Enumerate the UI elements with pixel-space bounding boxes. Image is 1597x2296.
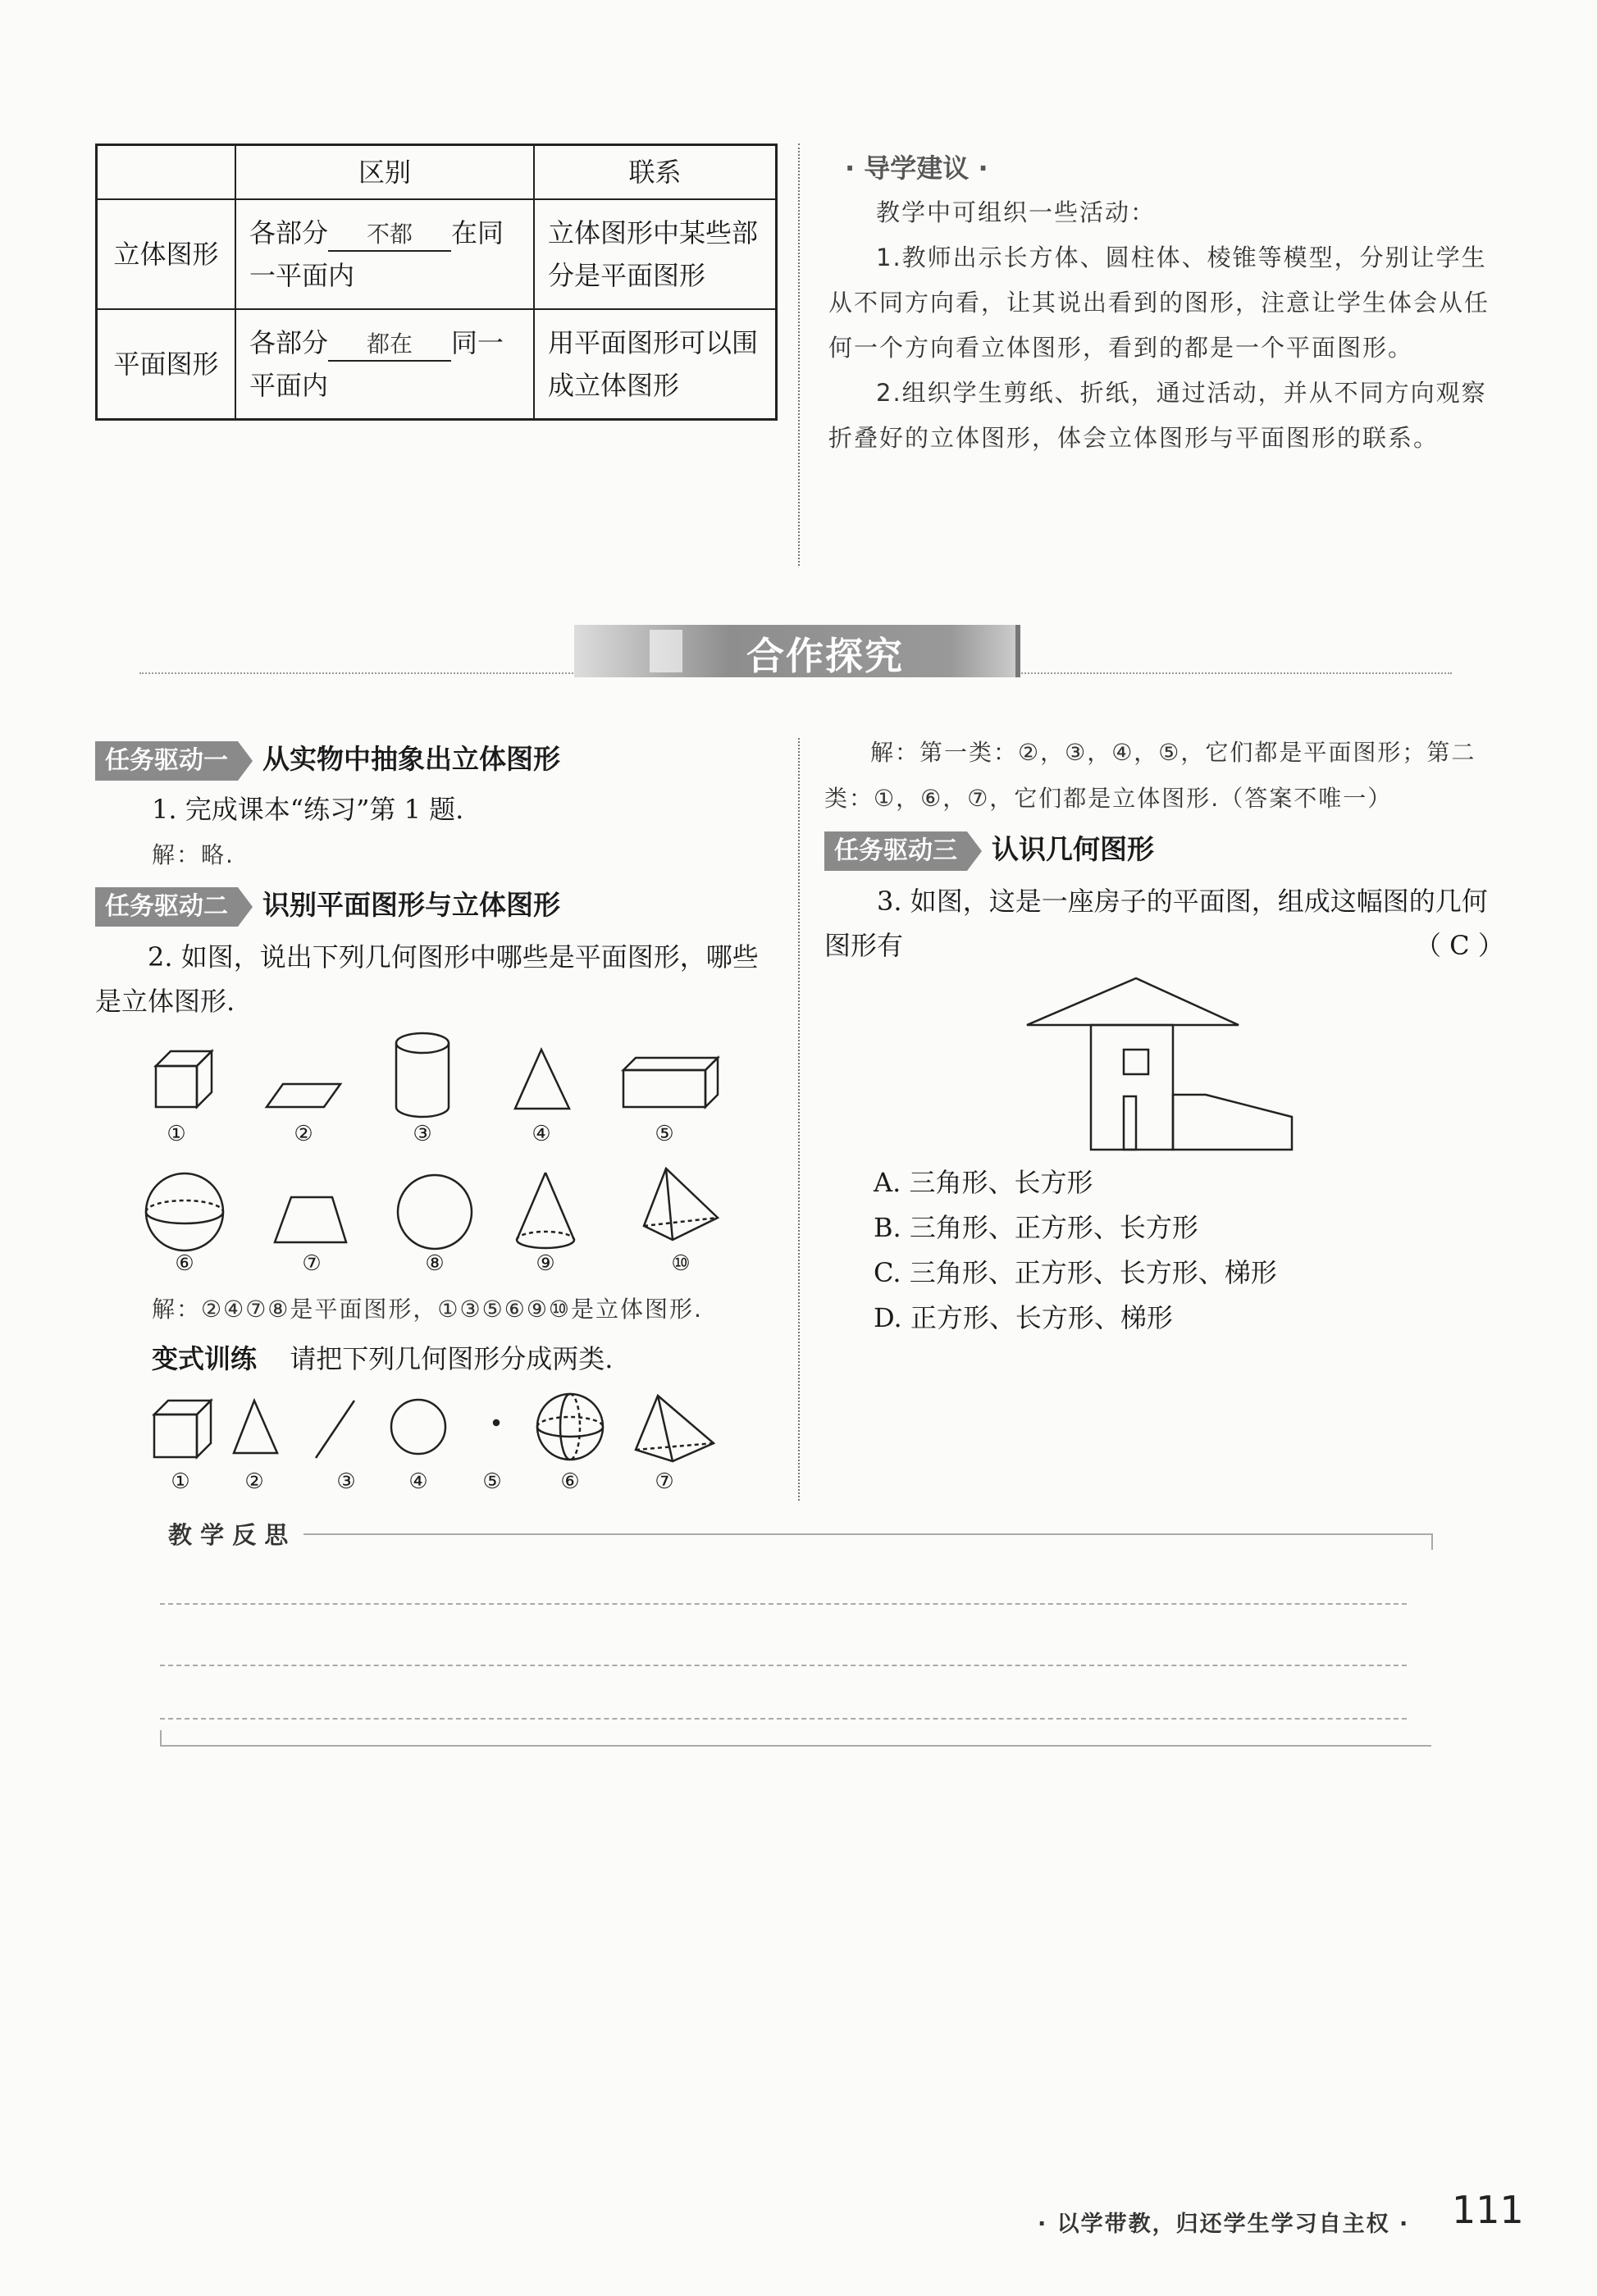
shape-label: ⑦ <box>655 1469 674 1494</box>
guide-body <box>828 190 1501 461</box>
question-2: 2. 如图，说出下列几何图形中哪些是平面图形，哪些是立体图形. <box>95 941 759 1017</box>
task-title: 识别平面图形与立体图形 <box>262 889 560 921</box>
question-3: 3. 如图，这是一座房子的平面图，组成这幅图的几何图形有 <box>824 886 1488 961</box>
option-b: B. 三角形、正方形、长方形 <box>874 1212 1198 1243</box>
row-difference <box>235 199 534 309</box>
reflection-top-border <box>303 1533 1431 1535</box>
fill-blank: 都在 <box>328 329 451 362</box>
answer-1: 解：略. <box>152 841 235 868</box>
shape-label: ⑨ <box>536 1251 555 1276</box>
cube-shape <box>154 1401 211 1457</box>
table-header-relation: 联系 <box>534 145 777 200</box>
shape-label: ⑤ <box>655 1122 674 1146</box>
triangle-shape <box>234 1401 277 1453</box>
guide-item: 2.组织学生剪纸、折纸，通过活动，并从不同方向观察折叠好的立体图形，体会立体图形与平面图形的联系。 <box>828 379 1487 452</box>
table-row <box>97 199 777 309</box>
shape-label: ⑧ <box>425 1251 445 1276</box>
diff-prefix: 各部分 <box>249 326 329 358</box>
shapes-figure <box>131 1025 755 1287</box>
task3-header <box>824 828 1154 871</box>
house-wall-rectangle <box>1091 1025 1173 1150</box>
page-number: 111 <box>1452 2188 1524 2232</box>
variant-shapes-figure <box>139 1386 730 1476</box>
option-a: A. 三角形、长方形 <box>874 1167 1093 1198</box>
writing-line <box>160 1603 1407 1605</box>
fill-blank: 不都 <box>328 219 451 252</box>
column-divider <box>798 144 800 566</box>
variant-labels <box>139 1469 730 1502</box>
shape-label: ⑩ <box>671 1251 691 1276</box>
answer-variant: 解：第一类：②，③，④，⑤，它们都是平面图形；第二类：①，⑥，⑦，它们都是立体图形.（答案不唯一） <box>824 739 1476 812</box>
reflection-title: 教 学 反 思 <box>168 1521 289 1549</box>
guide-intro: 教学中可组织一些活动： <box>876 198 1157 226</box>
task2-header <box>95 884 560 927</box>
task-tag: 任务驱动三 <box>824 831 967 871</box>
section-title: 合作探究 <box>746 634 904 678</box>
table-header-difference: 区别 <box>235 145 534 200</box>
row-relation: 立体图形中某些部分是平面图形 <box>534 199 777 309</box>
roof-triangle <box>1027 978 1239 1025</box>
shape-label: ⑥ <box>560 1469 580 1494</box>
shape-label: ⑤ <box>482 1469 502 1494</box>
shape-labels-row2 <box>131 1251 755 1284</box>
segment-shape <box>316 1401 354 1458</box>
cylinder-shape <box>396 1033 449 1117</box>
footer-slogan: · 以学带教，归还学生学习自主权 · <box>1038 2212 1410 2237</box>
task-title: 从实物中抽象出立体图形 <box>262 743 560 775</box>
option-c: C. 三角形、正方形、长方形、梯形 <box>874 1257 1277 1288</box>
shape-labels-row1 <box>131 1122 755 1155</box>
section-banner-ornament <box>650 630 682 672</box>
ramp-trapezoid <box>1173 1095 1292 1150</box>
reflection-right-border <box>1431 1533 1433 1550</box>
pyramid-shape <box>636 1396 714 1461</box>
row-relation: 用平面图形可以围成立体图形 <box>534 309 777 419</box>
guide-item: 1.教师出示长方体、圆柱体、棱锥等模型，分别让学生从不同方向看，让其说出看到的图形，注意让学生体会从任何一个方向看立体图形，看到的都是一个平面图形。 <box>828 244 1490 362</box>
shape-label: ② <box>294 1122 313 1146</box>
pyramid-shape <box>644 1168 718 1240</box>
task-title: 认识几何图形 <box>992 833 1154 865</box>
sphere-shape <box>146 1173 223 1250</box>
options-list <box>874 1160 1277 1341</box>
shape-label: ④ <box>408 1469 428 1494</box>
house-figure <box>1021 972 1304 1156</box>
answer-3: （ C ） <box>1415 930 1504 961</box>
shape-label: ④ <box>532 1122 551 1146</box>
diff-suffix: 同一平面内 <box>249 326 504 401</box>
row-label: 立体图形 <box>97 199 236 309</box>
table-header-empty <box>97 145 236 200</box>
circle-shape <box>398 1175 472 1249</box>
diff-suffix: 在同一平面内 <box>249 217 504 291</box>
reflection-left-border <box>160 1730 162 1747</box>
door-rectangle <box>1124 1096 1136 1150</box>
cone-shape <box>517 1173 574 1248</box>
task1-header <box>95 738 560 781</box>
column-divider <box>798 738 800 1501</box>
triangle-shape <box>515 1050 569 1109</box>
section-banner-end <box>1015 625 1020 677</box>
shape-label: ① <box>167 1122 186 1146</box>
shape-label: ③ <box>336 1469 356 1494</box>
reflection-bottom-border <box>160 1745 1431 1747</box>
variant-question: 请把下列几何图形分成两类. <box>290 1343 614 1374</box>
shape-label: ① <box>171 1469 190 1494</box>
diff-prefix: 各部分 <box>249 217 329 248</box>
shape-label: ② <box>244 1469 264 1494</box>
option-d: D. 正方形、长方形、梯形 <box>874 1302 1173 1333</box>
parallelogram-shape <box>267 1084 340 1107</box>
guide-title: · 导学建议 · <box>845 153 988 184</box>
sphere-shape <box>537 1394 603 1460</box>
shape-label: ⑦ <box>302 1251 322 1276</box>
window-square <box>1124 1050 1148 1074</box>
variant-line <box>152 1338 613 1376</box>
task-tag: 任务驱动一 <box>95 741 238 781</box>
writing-line <box>160 1665 1407 1666</box>
comparison-table <box>95 144 778 421</box>
shape-label: ③ <box>413 1122 432 1146</box>
row-label: 平面图形 <box>97 309 236 419</box>
table-row <box>97 309 777 419</box>
cuboid-shape <box>623 1058 718 1107</box>
answer-2: 解：②④⑦⑧是平面图形，①③⑤⑥⑨⑩是立体图形. <box>152 1296 703 1323</box>
row-difference <box>235 309 534 419</box>
trapezoid-shape <box>275 1197 346 1242</box>
shape-label: ⑥ <box>175 1251 194 1276</box>
point-shape <box>494 1420 499 1425</box>
writing-line <box>160 1718 1407 1720</box>
cube-shape <box>156 1051 212 1107</box>
question-1: 1. 完成课本“练习”第 1 题. <box>152 794 464 825</box>
task-tag: 任务驱动二 <box>95 887 238 927</box>
variant-label: 变式训练 <box>152 1343 258 1374</box>
circle-shape <box>391 1400 445 1454</box>
